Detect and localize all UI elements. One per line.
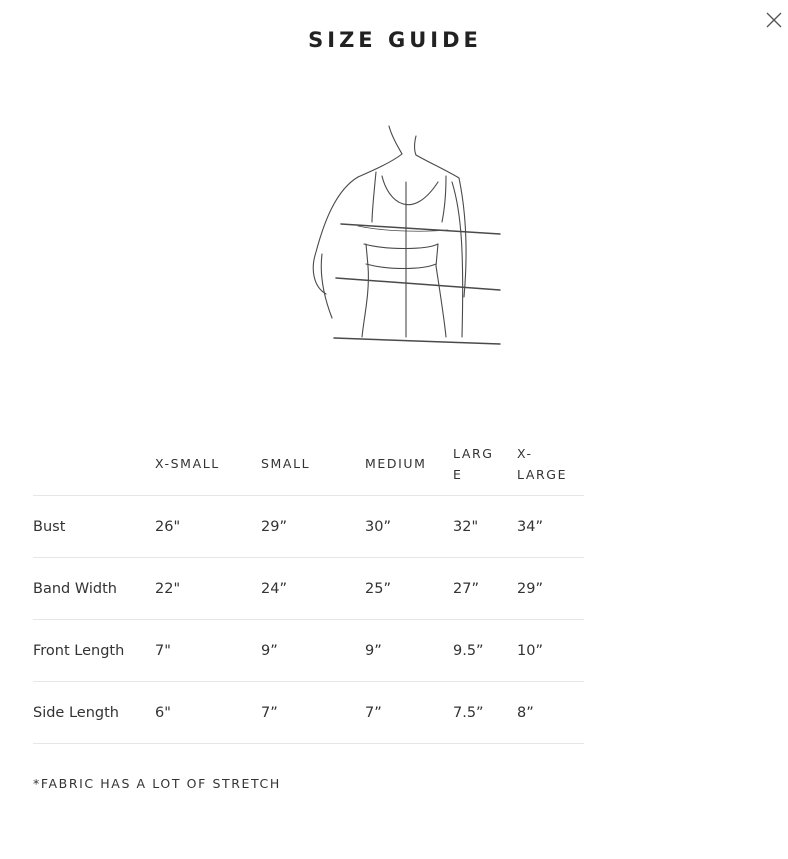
table-cell: 7” (261, 682, 365, 744)
table-cell: 10” (517, 620, 584, 682)
row-label: Front Length (33, 620, 155, 682)
table-row (33, 558, 584, 620)
column-header-large: LARG E (453, 445, 494, 482)
column-header-medium: MEDIUM (365, 456, 427, 471)
column-header-x-large: X- LARGE (517, 445, 568, 482)
table-row (33, 496, 584, 558)
table-row (33, 682, 584, 744)
fabric-stretch-note: *FABRIC HAS A LOT OF STRETCH (33, 776, 281, 791)
row-label: Band Width (33, 558, 155, 620)
table-cell: 27” (453, 558, 517, 620)
row-label: Bust (33, 496, 155, 558)
table-cell: 32" (453, 496, 517, 558)
column-header-x-small: X-SMALL (155, 456, 220, 471)
table-cell: 22" (155, 558, 261, 620)
table-cell: 29” (261, 496, 365, 558)
table-header-row (33, 432, 584, 496)
table-cell: 8” (517, 682, 584, 744)
table-cell: 7" (155, 620, 261, 682)
size-table (33, 432, 584, 744)
table-row (33, 620, 584, 682)
table-cell: 25” (365, 558, 453, 620)
table-cell: 7.5” (453, 682, 517, 744)
table-cell: 34” (517, 496, 584, 558)
table-cell: 29” (517, 558, 584, 620)
table-cell: 7” (365, 682, 453, 744)
close-icon[interactable] (764, 10, 784, 30)
page-title: SIZE GUIDE (308, 28, 482, 52)
row-label: Side Length (33, 682, 155, 744)
table-cell: 30” (365, 496, 453, 558)
column-header (33, 432, 155, 496)
table-cell: 24” (261, 558, 365, 620)
bra-sketch-illustration (296, 122, 506, 348)
table-cell: 26" (155, 496, 261, 558)
table-cell: 6" (155, 682, 261, 744)
table-cell: 9.5” (453, 620, 517, 682)
table-cell: 9” (261, 620, 365, 682)
table-cell: 9” (365, 620, 453, 682)
column-header-small: SMALL (261, 456, 311, 471)
